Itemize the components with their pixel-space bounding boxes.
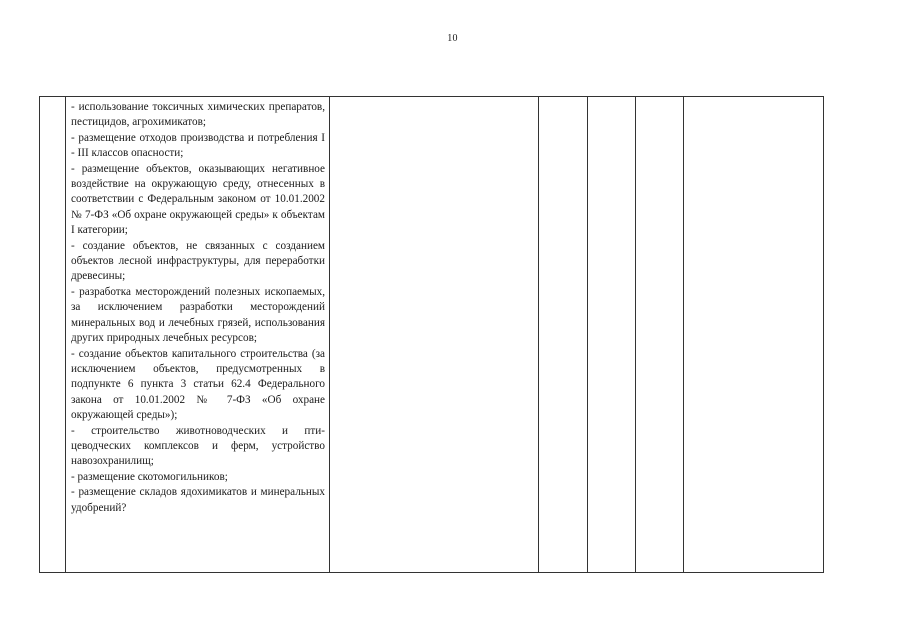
answer-na-cell (636, 97, 684, 573)
list-item: - разработка месторождений полезных ископаемых, за исключением разработки месторождений минеральных вод и лечебных грязей, использования других природных лечебных ресурсов; (71, 285, 325, 345)
note-cell (684, 97, 824, 573)
page-number: 10 (447, 33, 458, 44)
row-number-cell (40, 97, 66, 573)
list-item: - размещение скотомогильников; (71, 470, 228, 483)
answer-yes-cell (539, 97, 588, 573)
table-row (40, 97, 824, 573)
question-text-cell (66, 97, 330, 573)
question-list (66, 97, 329, 572)
legal-reference-cell (330, 97, 539, 573)
list-item: - размещение объектов, оказывающих негативное воздействие на окружающую среду, отнесенных в соответствии с Федеральным законом от 10.01.2002 № 7-ФЗ «Об охране окружающей среды» к объектам I категории; (71, 162, 325, 237)
list-item: - создание объектов капитального строительства (за исключением объектов, предусмотренных в подпункте 6 пункта 3 статьи 62.4 Федерального закона от 10.01.2002 № 7-ФЗ «Об охране окружающей среды»); (71, 347, 325, 422)
list-item: - использование токсичных химических препаратов, пестицидов, агрохимикатов; (71, 101, 325, 129)
list-item: - создание объектов, не связанных с созданием объектов лесной инфраструктуры, для переработки древесины; (71, 239, 325, 283)
list-item: - размещение складов ядохимикатов и минеральных удобрений? (71, 486, 325, 514)
list-item: - строительство животноводческих и птицеводческих комплексов и ферм, устройство навозохранилищ; (71, 424, 325, 468)
answer-no-cell (588, 97, 636, 573)
list-item: - размещение отходов производства и потребления I - III классов опасности; (71, 131, 325, 160)
requirements-table (39, 96, 824, 573)
